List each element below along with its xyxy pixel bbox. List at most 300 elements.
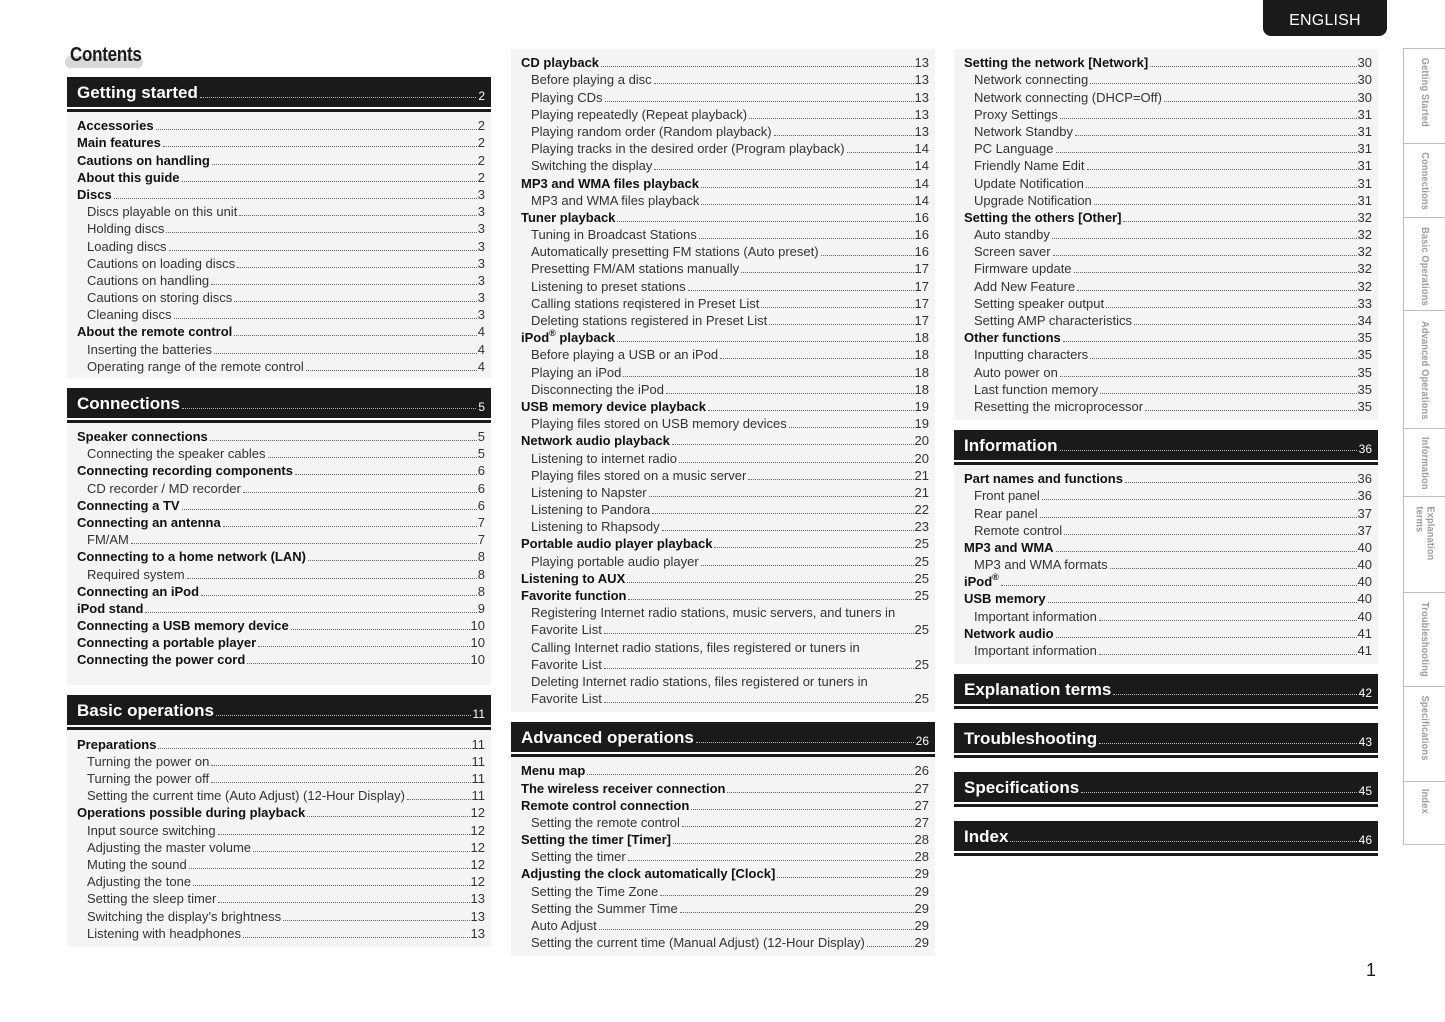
leader-dots — [627, 582, 913, 583]
toc-entry-turning-the-power-on[interactable] — [77, 752, 485, 769]
section-page-number: 5 — [478, 399, 485, 414]
leader-dots — [682, 826, 914, 827]
entry-page-number: 25 — [914, 570, 929, 586]
leader-dots — [212, 164, 477, 165]
leader-dots — [1048, 602, 1357, 603]
toc-entry-tuning-in-broadcast-stations[interactable] — [521, 225, 929, 242]
leader-dots — [617, 341, 913, 342]
leader-dots — [601, 66, 913, 67]
toc-entry-setting-the-remote-control[interactable] — [521, 813, 929, 830]
leader-dots — [216, 715, 471, 716]
entry-page-number: 29 — [914, 935, 929, 951]
toc-entry-inputting-characters[interactable] — [964, 345, 1372, 362]
entry-page-number: 18 — [914, 347, 929, 363]
entry-title: Turning the power off — [87, 771, 210, 786]
toc-entry-playing-tracks-in-the-desired-order-program-playback[interactable] — [521, 139, 929, 156]
toc-entry-connecting-a-usb-memory-device[interactable] — [77, 616, 485, 633]
entry-title: Menu map — [521, 763, 586, 779]
entry-page-number: 31 — [1357, 175, 1372, 191]
toc-entry-calling-stations-reqistered-in-preset-list[interactable] — [521, 294, 929, 311]
toc-entry-remote-control[interactable] — [964, 521, 1372, 538]
entry-title: The wireless receiver connection — [521, 780, 726, 796]
entry-page-number: 36 — [1357, 488, 1372, 504]
toc-entry-friendly-name-edit[interactable] — [964, 156, 1372, 173]
toc-entry-setting-the-timer-timer[interactable] — [521, 830, 929, 847]
entry-title: Accessories — [77, 118, 154, 134]
toc-entry-front-panel[interactable] — [964, 486, 1372, 503]
toc-entry-playing-random-order-random-playback[interactable] — [521, 122, 929, 139]
side-tab-basic-operations[interactable] — [1403, 217, 1445, 311]
toc-section-connections — [67, 388, 491, 686]
toc-entry-switching-the-display-s-brightness[interactable] — [77, 906, 485, 923]
toc-entry-network-connecting-dhcp-off[interactable] — [964, 87, 1372, 104]
side-tab-label: Information — [1419, 437, 1430, 490]
section-heading-basic-operations[interactable] — [67, 695, 491, 725]
entry-page-number: 13 — [470, 908, 485, 924]
toc-entry-connecting-to-a-home-network-lan[interactable] — [77, 547, 485, 564]
toc-entry-ipod-stand[interactable] — [77, 599, 485, 616]
entry-title: MP3 and WMA formats — [974, 557, 1108, 573]
toc-section — [954, 49, 1378, 420]
toc-entry-automatically-presetting-fm-stations-auto-preset[interactable] — [521, 242, 929, 259]
entry-title: Tuning in Broadcast Stations — [531, 227, 697, 243]
entry-page-number: 8 — [477, 549, 485, 565]
toc-entry-listening-to-preset-stations[interactable] — [521, 276, 929, 293]
toc-entry-adjusting-the-clock-automatically-clock[interactable] — [521, 864, 929, 881]
side-tab-label: Advanced Operations — [1419, 321, 1430, 420]
toc-entry-auto-power-on[interactable] — [964, 362, 1372, 379]
leader-dots — [243, 492, 477, 493]
entry-title: Network connecting (DHCP=Off) — [974, 89, 1162, 105]
entry-page-number: 12 — [470, 822, 485, 838]
entry-title: Playing portable audio player — [531, 553, 699, 569]
toc-entry-setting-the-summer-time[interactable] — [521, 899, 929, 916]
toc-items — [67, 423, 491, 686]
entry-title: Part names and functions — [964, 471, 1123, 487]
toc-section-advanced-operations — [511, 722, 935, 956]
entry-page-number: 7 — [477, 514, 485, 530]
leader-dots — [628, 599, 913, 600]
entry-title: Muting the sound — [87, 856, 187, 872]
entry-page-number: 3 — [477, 272, 485, 288]
side-tab-getting-started[interactable] — [1403, 48, 1445, 144]
toc-entry-favorite-function[interactable] — [521, 586, 929, 603]
toc-entry-turning-the-power-off[interactable] — [77, 769, 485, 786]
entry-page-number: 21 — [914, 467, 929, 483]
toc-entry-network-standby[interactable] — [964, 122, 1372, 139]
toc-entry-operations-possible-during-playback[interactable] — [77, 803, 485, 820]
entry-page-number: 3 — [477, 307, 485, 323]
leader-dots — [218, 834, 470, 835]
entry-page-number: 13 — [470, 925, 485, 941]
leader-dots — [1100, 393, 1356, 394]
toc-entry-setting-the-time-zone[interactable] — [521, 881, 929, 898]
entry-page-number: 3 — [477, 186, 485, 202]
leader-dots — [1077, 290, 1356, 291]
side-tab-connections[interactable] — [1403, 143, 1445, 218]
leader-dots — [604, 633, 914, 634]
toc-entry-favorite-list[interactable] — [521, 620, 929, 637]
toc-entry-auto-standby[interactable] — [964, 225, 1372, 242]
leader-dots — [654, 169, 913, 170]
leader-dots — [1063, 341, 1357, 342]
leader-dots — [306, 370, 477, 371]
entry-title: Portable audio player playback — [521, 536, 713, 552]
toc-entry-preparations[interactable] — [77, 734, 485, 751]
leader-dots — [1164, 101, 1357, 102]
section-heading-specifications[interactable] — [954, 772, 1378, 802]
entry-title: Connecting to a home network (LAN) — [77, 549, 306, 565]
toc-entry-loading-discs[interactable] — [77, 236, 485, 253]
toc-entry-operating-range-of-the-remote-control[interactable] — [77, 357, 485, 374]
leader-dots — [749, 118, 913, 119]
toc-entry-fm-am[interactable] — [77, 530, 485, 547]
side-tab-label: Connections — [1419, 152, 1430, 211]
entry-page-number: 41 — [1357, 643, 1372, 658]
leader-dots — [617, 221, 913, 222]
entry-page-number: 31 — [1357, 158, 1372, 174]
toc-entry-important-information[interactable] — [964, 641, 1372, 658]
toc-entry-calling-internet-radio-stations-files-registered-or-tuners-in[interactable] — [521, 637, 929, 654]
leader-dots — [1099, 654, 1357, 655]
entry-page-number: 35 — [1357, 398, 1372, 414]
toc-entry-connecting-the-power-cord[interactable] — [77, 650, 485, 667]
toc-entry-cautions-on-handling[interactable] — [77, 271, 485, 288]
contents-title-text: Contents — [70, 44, 142, 66]
toc-items — [511, 49, 935, 712]
entry-title: Before playing a USB or an iPod — [531, 347, 719, 363]
leader-dots — [1099, 620, 1357, 621]
toc-entry-update-notification[interactable] — [964, 173, 1372, 190]
entry-title: Setting the Time Zone — [531, 883, 659, 899]
leader-dots — [182, 509, 477, 510]
toc-entry-cautions-on-handling[interactable] — [77, 150, 485, 167]
entry-page-number: 12 — [470, 856, 485, 872]
toc-entry-before-playing-a-usb-or-an-ipod[interactable] — [521, 345, 929, 362]
section-title: Explanation terms — [964, 680, 1112, 699]
toc-entry-connecting-the-speaker-cables[interactable] — [77, 444, 485, 461]
toc-entry-adjusting-the-master-volume[interactable] — [77, 838, 485, 855]
section-page-number: 42 — [1358, 686, 1372, 700]
section-heading-getting-started[interactable] — [67, 77, 491, 107]
toc-entry-connecting-an-antenna[interactable] — [77, 513, 485, 530]
toc-entry-accessories[interactable] — [77, 116, 485, 133]
toc-entry-listening-with-headphones[interactable] — [77, 924, 485, 941]
entry-page-number: 13 — [914, 123, 929, 139]
leader-dots — [708, 410, 914, 411]
entry-title: Loading discs — [87, 238, 167, 254]
toc-entry-playing-files-stored-on-a-music-server[interactable] — [521, 466, 929, 483]
leader-dots — [218, 902, 469, 903]
entry-page-number: 37 — [1357, 522, 1372, 538]
entry-page-number: 8 — [477, 583, 485, 599]
leader-dots — [1056, 551, 1357, 552]
entry-title: iPod® — [964, 572, 999, 590]
toc-entry-before-playing-a-disc[interactable] — [521, 70, 929, 87]
side-tab-information[interactable] — [1403, 428, 1445, 497]
toc-entry-cautions-on-loading-discs[interactable] — [77, 254, 485, 271]
entry-page-number: 25 — [914, 553, 929, 569]
toc-entry-upgrade-notification[interactable] — [964, 191, 1372, 208]
entry-title: Playing tracks in the desired order (Program playback) — [531, 141, 845, 157]
entry-page-number: 31 — [1357, 123, 1372, 139]
toc-entry-discs[interactable] — [77, 185, 485, 202]
toc-entry-tuner-playback[interactable] — [521, 208, 929, 225]
toc-entry-important-information[interactable] — [964, 606, 1372, 623]
leader-dots — [158, 748, 470, 749]
entry-title: Auto Adjust — [531, 918, 597, 933]
section-heading-troubleshooting[interactable] — [954, 723, 1378, 753]
leader-dots — [649, 496, 914, 497]
section-heading-index[interactable] — [954, 821, 1378, 851]
toc-entry-adjusting-the-tone[interactable] — [77, 872, 485, 889]
toc-entry-menu-map[interactable] — [521, 761, 929, 778]
toc-entry-network-connecting[interactable] — [964, 70, 1372, 87]
toc-entry-holding-discs[interactable] — [77, 219, 485, 236]
toc-entry-listening-to-rhapsody[interactable] — [521, 517, 929, 534]
leader-dots — [253, 851, 470, 852]
leader-dots — [1074, 272, 1357, 273]
toc-entry-firmware-update[interactable] — [964, 259, 1372, 276]
entry-title: Listening to Rhapsody — [531, 519, 660, 535]
leader-dots — [237, 267, 477, 268]
toc-entry-input-source-switching[interactable] — [77, 820, 485, 837]
entry-page-number: 6 — [477, 497, 485, 513]
entry-title: Adjusting the tone — [87, 874, 192, 890]
entry-page-number: 3 — [477, 290, 485, 306]
leader-dots — [701, 565, 914, 566]
toc-entry-setting-speaker-output[interactable] — [964, 294, 1372, 311]
leader-dots — [1150, 66, 1356, 67]
entry-page-number: 14 — [914, 192, 929, 208]
toc-entry-main-features[interactable] — [77, 133, 485, 150]
leader-dots — [211, 284, 477, 285]
toc-entry-cd-recorder-md-recorder[interactable] — [77, 478, 485, 495]
toc-column-3 — [954, 49, 1378, 870]
toc-entry-portable-audio-player-playback[interactable] — [521, 534, 929, 551]
toc-entry-deleting-stations-registered-in-preset-list[interactable] — [521, 311, 929, 328]
leader-dots — [628, 860, 914, 861]
toc-entry-discs-playable-on-this-unit[interactable] — [77, 202, 485, 219]
toc-entry-remote-control-connection[interactable] — [521, 796, 929, 813]
entry-page-number: 35 — [1357, 347, 1372, 363]
toc-entry-connecting-a-portable-player[interactable] — [77, 633, 485, 650]
leader-dots — [1052, 238, 1357, 239]
toc-entry-ipod[interactable] — [964, 572, 1372, 589]
toc-entry-connecting-a-tv[interactable] — [77, 496, 485, 513]
entry-title: Cautions on loading discs — [87, 255, 236, 271]
toc-entry-setting-the-others-other[interactable] — [964, 208, 1372, 225]
leader-dots — [1060, 118, 1357, 119]
toc-entry-playing-portable-audio-player[interactable] — [521, 551, 929, 568]
toc-entry-screen-saver[interactable] — [964, 242, 1372, 259]
entry-title: Connecting the power cord — [77, 652, 246, 668]
entry-title: USB memory — [964, 591, 1046, 607]
entry-page-number: 4 — [477, 358, 485, 374]
side-tab-specifications[interactable] — [1403, 686, 1445, 782]
entry-page-number: 9 — [477, 600, 485, 616]
toc-entry-about-this-guide[interactable] — [77, 168, 485, 185]
section-heading-advanced-operations[interactable] — [511, 722, 935, 752]
entry-page-number: 14 — [914, 175, 929, 191]
toc-items — [954, 465, 1378, 664]
entry-page-number: 17 — [914, 295, 929, 311]
toc-entry-last-function-memory[interactable] — [964, 380, 1372, 397]
toc-entry-mp3-and-wma[interactable] — [964, 538, 1372, 555]
toc-entry-add-new-feature[interactable] — [964, 276, 1372, 293]
leader-dots — [679, 462, 914, 463]
toc-entry-setting-amp-characteristics[interactable] — [964, 311, 1372, 328]
section-page-number: 46 — [1358, 833, 1372, 847]
toc-entry-cleaning-discs[interactable] — [77, 305, 485, 322]
toc-entry-network-audio-playback[interactable] — [521, 431, 929, 448]
toc-entry-pc-language[interactable] — [964, 139, 1372, 156]
toc-entry-auto-adjust[interactable] — [521, 916, 929, 933]
toc-entry-listening-to-internet-radio[interactable] — [521, 448, 929, 465]
toc-entry-connecting-recording-components[interactable] — [77, 461, 485, 478]
entry-title: Playing CDs — [531, 89, 603, 105]
entry-page-number: 25 — [914, 691, 929, 707]
leader-dots — [1081, 792, 1356, 793]
entry-title: Switching the display’s brightness — [87, 908, 282, 924]
section-title: Troubleshooting — [964, 729, 1098, 748]
entry-title: Setting the network [Network] — [964, 55, 1149, 71]
side-tab-index[interactable] — [1403, 781, 1445, 845]
entry-page-number: 16 — [914, 209, 929, 225]
toc-entry-setting-the-network-network[interactable] — [964, 53, 1372, 70]
toc-entry-setting-the-sleep-timer[interactable] — [77, 889, 485, 906]
leader-dots — [672, 444, 914, 445]
entry-page-number: 17 — [914, 261, 929, 277]
toc-entry-playing-cds[interactable] — [521, 87, 929, 104]
entry-title: Adjusting the master volume — [87, 839, 252, 855]
section-rule — [954, 704, 1378, 709]
toc-entry-listening-to-aux[interactable] — [521, 569, 929, 586]
toc-items — [67, 112, 491, 378]
toc-entry-muting-the-sound[interactable] — [77, 855, 485, 872]
entry-page-number: 34 — [1357, 313, 1372, 328]
leader-dots — [701, 187, 914, 188]
toc-entry-listening-to-napster[interactable] — [521, 483, 929, 500]
entry-title: Listening to AUX — [521, 570, 626, 586]
section-rule — [954, 851, 1378, 856]
leader-dots — [234, 335, 476, 336]
entry-title: Other functions — [964, 330, 1061, 346]
toc-entry-mp3-and-wma-formats[interactable] — [964, 555, 1372, 572]
entry-page-number: 32 — [1357, 278, 1372, 294]
entry-title: Cautions on handling — [87, 272, 210, 288]
entry-page-number: 2 — [477, 135, 485, 151]
toc-entry-rear-panel[interactable] — [964, 503, 1372, 520]
section-rule — [954, 753, 1378, 758]
entry-title: Adjusting the clock automatically [Clock] — [521, 866, 776, 882]
entry-page-number: 32 — [1357, 261, 1372, 277]
entry-title: Front panel — [974, 488, 1040, 504]
section-heading-connections[interactable] — [67, 388, 491, 418]
toc-entry-disconnecting-the-ipod[interactable] — [521, 380, 929, 397]
toc-entry-registering-internet-radio-stations-music-servers-and-tuners-in[interactable] — [521, 603, 929, 620]
leader-dots — [239, 215, 476, 216]
leader-dots — [1001, 585, 1357, 586]
leader-dots — [1060, 376, 1357, 377]
side-tab-label: Getting Started — [1419, 57, 1430, 127]
entry-page-number: 20 — [914, 450, 929, 466]
toc-entry-connecting-an-ipod[interactable] — [77, 582, 485, 599]
side-tab-explanation-terms[interactable] — [1403, 496, 1445, 593]
leader-dots — [673, 843, 914, 844]
leader-dots — [604, 702, 914, 703]
entry-page-number: 6 — [477, 480, 485, 496]
toc-entry-inserting-the-batteries[interactable] — [77, 339, 485, 356]
toc-entry-playing-repeatedly-repeat-playback[interactable] — [521, 105, 929, 122]
section-heading-explanation-terms[interactable] — [954, 674, 1378, 704]
leader-dots — [200, 97, 476, 98]
entry-page-number: 11 — [471, 788, 485, 804]
toc-entry-favorite-list[interactable] — [521, 655, 929, 672]
section-heading-information[interactable] — [954, 430, 1378, 460]
entry-title: Required system — [87, 566, 185, 582]
entry-page-number: 4 — [477, 324, 485, 340]
toc-entry-favorite-list[interactable] — [521, 689, 929, 706]
entry-page-number: 27 — [914, 797, 929, 813]
toc-entry-usb-memory[interactable] — [964, 589, 1372, 606]
toc-entry-mp3-and-wma-files-playback[interactable] — [521, 191, 929, 208]
side-tab-advanced-operations[interactable] — [1403, 310, 1445, 429]
entry-title: Turning the power on — [87, 753, 210, 769]
side-tab-troubleshooting[interactable] — [1403, 592, 1445, 687]
toc-entry-resetting-the-microprocessor[interactable] — [964, 397, 1372, 414]
toc-entry-setting-the-current-time-auto-adjust-12-hour-display[interactable] — [77, 786, 485, 803]
toc-entry-the-wireless-receiver-connection[interactable] — [521, 778, 929, 795]
entry-page-number: 14 — [914, 141, 929, 157]
toc-entry-mp3-and-wma-files-playback[interactable] — [521, 173, 929, 190]
toc-entry-required-system[interactable] — [77, 564, 485, 581]
toc-entry-listening-to-pandora[interactable] — [521, 500, 929, 517]
toc-entry-playing-an-ipod[interactable] — [521, 362, 929, 379]
toc-column-1 — [67, 77, 491, 957]
toc-entry-deleting-internet-radio-stations-files-registered-or-tuners-in[interactable] — [521, 672, 929, 689]
toc-entry-usb-memory-device-playback[interactable] — [521, 397, 929, 414]
toc-entry-ipod-playback[interactable] — [521, 328, 929, 345]
language-tab-english[interactable]: ENGLISH — [1263, 0, 1387, 36]
leader-dots — [1060, 450, 1357, 451]
entry-title: MP3 and WMA — [964, 539, 1054, 555]
entry-title: Main features — [77, 135, 161, 151]
toc-entry-speaker-connections[interactable] — [77, 427, 485, 444]
toc-entry-network-audio[interactable] — [964, 624, 1372, 641]
toc-entry-setting-the-timer[interactable] — [521, 847, 929, 864]
toc-entry-about-the-remote-control[interactable] — [77, 322, 485, 339]
toc-entry-switching-the-display[interactable] — [521, 156, 929, 173]
toc-entry-other-functions[interactable] — [964, 328, 1372, 345]
entry-page-number: 40 — [1357, 539, 1372, 555]
toc-entry-cd-playback[interactable] — [521, 53, 929, 70]
toc-entry-proxy-settings[interactable] — [964, 105, 1372, 122]
entry-page-number: 32 — [1357, 244, 1372, 260]
toc-entry-part-names-and-functions[interactable] — [964, 469, 1372, 486]
entry-title: Connecting an iPod — [77, 583, 200, 599]
entry-title: iPod stand — [77, 600, 144, 616]
toc-entry-playing-files-stored-on-usb-memory-devices[interactable] — [521, 414, 929, 431]
toc-entry-cautions-on-storing-discs[interactable] — [77, 288, 485, 305]
leader-dots — [210, 440, 477, 441]
toc-entry-presetting-fm-am-stations-manually[interactable] — [521, 259, 929, 276]
entry-page-number: 29 — [914, 883, 929, 899]
entry-page-number: 26 — [914, 763, 929, 779]
toc-items — [67, 730, 491, 946]
toc-entry-setting-the-current-time-manual-adjust-12-hour-display[interactable] — [521, 933, 929, 950]
entry-title: Connecting a USB memory device — [77, 618, 289, 634]
